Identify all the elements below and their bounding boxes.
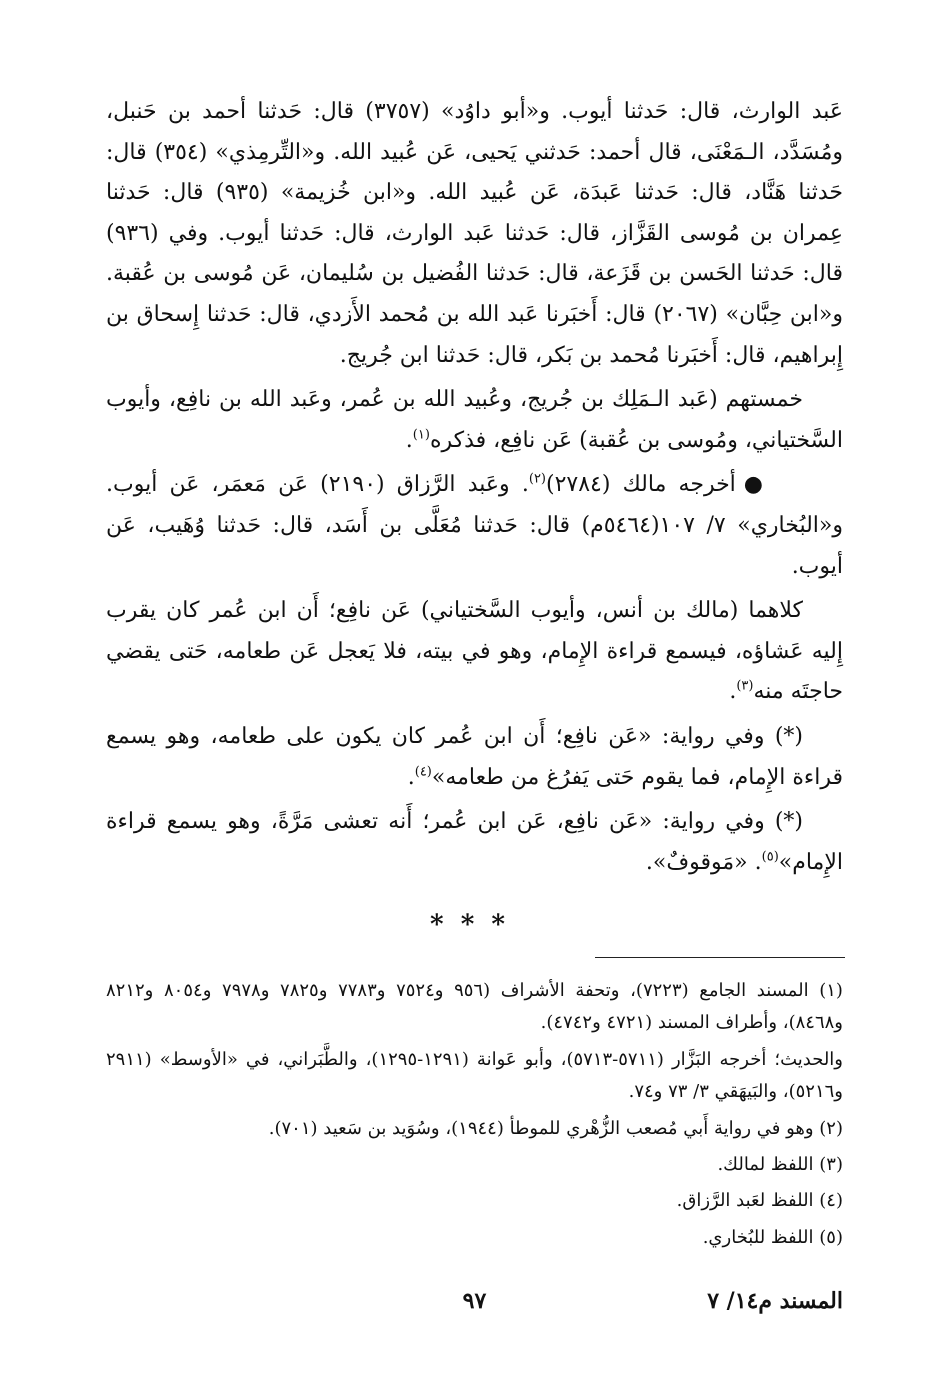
footnote-ref-3[interactable]: (٣)	[736, 678, 754, 694]
footnote-ref-5[interactable]: (٥)	[761, 849, 779, 865]
footnote-ref-4[interactable]: (٤)	[414, 764, 432, 780]
paragraph-summary: خمستهم (عَبد الـمَلِك بن جُريج، وعُبيد الله بن عُمر، وعَبد الله بن نافِع، وأيوب السَّختياني، ومُوسى بن عُقبة) عَن نافِع، فذكره$^{(١)}$.	[106, 387, 843, 453]
footnote-ref-1[interactable]: (١)	[412, 427, 430, 443]
section-separator: * * *	[430, 910, 509, 940]
footnote-1: (١) المسند الجامع (٧٢٢٣)، وتحفة الأشراف (٩٥٦ و٧٥٢٤ و٧٧٨٣ و٧٨٢٥ و٧٩٧٨ و٨٠٥٤ و٨٢١٢ و٨٤٦٨)، وأطراف المسند (٤٧٢١ و٤٧٤٢).	[106, 980, 843, 1034]
page-footer	[106, 1288, 843, 1318]
footnotes	[106, 975, 843, 1258]
footnote-ref-2[interactable]: (٢)	[528, 472, 546, 488]
bullet-icon: ●	[743, 472, 763, 498]
footnote-3: (٣) اللفظ لمالك.	[717, 1154, 843, 1176]
footnote-1-cont: والحديث؛ أخرجه البَزَّار (٥٧١١-٥٧١٣)، وأبو عَوانة (١٢٩١-١٢٩٥)، والطَّبَراني، في «الأوسط» (٢٩١١ و٥٢١٦)، والبَيهَقي ٣/ ٧٣ و٧٤.	[106, 1048, 843, 1103]
footnote-4: (٤) اللفظ لعَبد الرَّزاق.	[676, 1190, 843, 1212]
paragraph-riwaya-2: (*) وفي رواية: «عَن نافِع، عَن ابن عُمر؛ أَنه تعشى مَرَّةً، وهو يسمع قراءة الإِمام»$^{(٥)}$. «مَوقوفٌ».	[106, 809, 843, 875]
footnote-2: (٢) وهو في رواية أَبي مُصعب الزُّهْري للموطأ (١٩٤٤)، وسُوَيد بن سَعيد (٧٠١).	[268, 1117, 843, 1139]
main-text	[106, 92, 843, 887]
footnote-5: (٥) اللفظ للبُخاري.	[702, 1226, 843, 1248]
paragraph-isnad: عَبد الوارث، قال: حَدثنا أيوب. و«أبو داوُد» (٣٧٥٧) قال: حَدثنا أحمد بن حَنبل، ومُسَدَّد، الـمَعْنَى، قال أحمد: حَدثني يَحيى، عَن عُبيد الله. و«التِّرمِذي» (٣٥٤) قال: حَدثنا هَنَّاد، قال: حَدثنا عَبدَة، عَن عُبيد الله. و«ابن خُزيمة» (٩٣٥) قال: حَدثنا عِمران بن مُوسى القَزَّاز، قال: حَدثنا عَبد الوارث، قال: حَدثنا أيوب. وفي (٩٣٦) قال: حَدثنا الحَسن بن قَزَعة، قال: حَدثنا الفُضيل بن سُليمان، عَن مُوسى بن عُقبة. و«ابن حِبَّان» (٢٠٦٧) قال: أَخبَرنا عَبد الله بن مُحمد الأَزدي، قال: حَدثنا إِسحاق بن إِبراهيم، قال: أَخبَرنا مُحمد بن بَكر، قال: حَدثنا ابن جُريج.	[106, 99, 844, 368]
page-number: ٩٧	[462, 1288, 487, 1314]
paragraph-matn: كلاهما (مالك بن أنس، وأيوب السَّختياني) عَن نافِع؛ أَن ابن عُمر كان يقرب إِليه عَشاؤه، فيسمع قراءة الإِمام، وهو في بيته، فلا يَعجل عَن طعامه، حَتى يقضي حاجتَه منه$^{(٣)}$.	[106, 598, 843, 705]
paragraph-riwaya-1: (*) وفي رواية: «عَن نافِع؛ أَن ابن عُمر كان يكون على طعامه، وهو يسمع قراءة الإِمام، فما يقوم حَتى يَفرُغ من طعامه»$^{(٤)}$.	[106, 723, 843, 790]
volume-reference: المسند م١٤/ ٧	[707, 1288, 843, 1314]
paragraph-takhrij: ●أخرجه مالك (٢٧٨٤)$^{(٢)}$. وعَبد الرَّزاق (٢١٩٠) عَن مَعمَر، عَن أيوب. و«البُخاري» ٧/ ١٠٧(٥٤٦٤م) قال: حَدثنا مُعَلَّى بن أَسَد، قال: حَدثنا وُهَيب، عَن أيوب.	[106, 465, 843, 587]
footnote-divider	[595, 957, 845, 958]
